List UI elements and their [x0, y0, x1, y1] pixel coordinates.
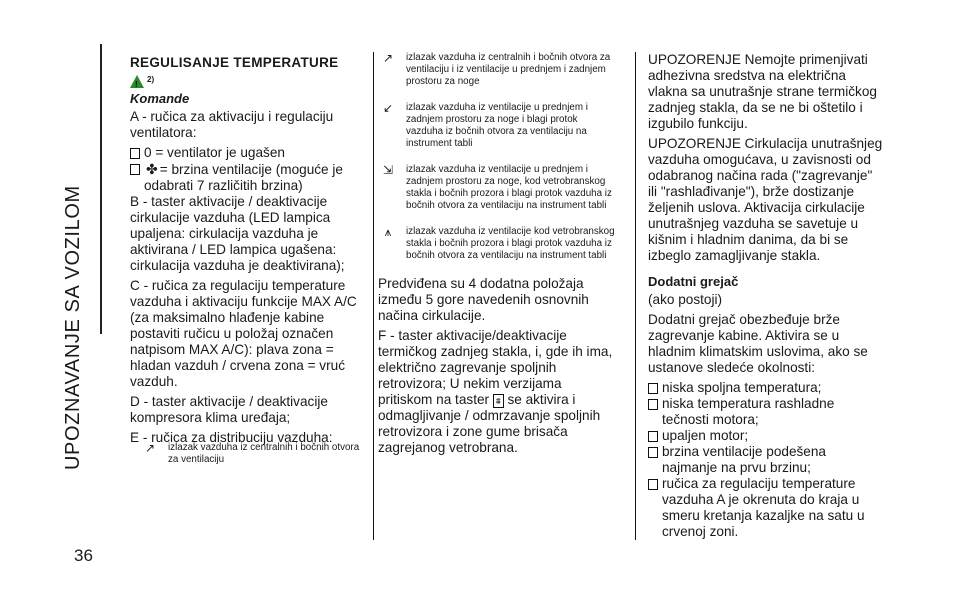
column-2: [378, 52, 616, 460]
bullet-box-icon: [648, 399, 658, 410]
vent-feet-windshield-icon: ⇲: [382, 163, 394, 177]
vent-mode-item: [378, 52, 616, 88]
rear-defrost-icon: ⩩: [493, 394, 504, 408]
warning-reference: [130, 75, 366, 88]
paragraph-f-part1: F - taster aktivacije/deaktivacije termičkog zadnjeg stakla, i, gde ih ima, električno zagrevanje spoljnih retrovizora; U nekim verzijama pritiskom na taster: [378, 328, 613, 407]
paragraph-a: A - ručica za aktivaciju i regulaciju ventilatora:: [130, 109, 334, 140]
list-item: [130, 161, 366, 194]
warning-adhesive: UPOZORENJE Nemojte primenjivati adhezivna sredstva na električna vlakna sa unutrašnje strane termičkog zadnjeg stakla, da se ne bi oštetilo i izgubilo funkciju.: [648, 52, 877, 131]
column-1: [130, 52, 366, 465]
warning-triangle-icon: [130, 75, 144, 88]
paragraph-e: E - ručica za distribuciju vazduha:: [130, 430, 333, 445]
bullet-box-icon: [648, 479, 658, 490]
bullet-box-icon: [648, 431, 658, 442]
list-item: [130, 145, 366, 161]
heater-intro: Dodatni grejač obezbeđuje brže zagrevanje kabine. Aktivira se u hladnim klimatskim uslovima, ako se ustanove sledeće okolnosti:: [648, 312, 868, 375]
fan-icon: ✤: [146, 161, 158, 177]
vent-mode-text: izlazak vazduha iz ventilacije u prednjem i zadnjem prostoru za noge, kod vetrobranskog stakla i bočnih prozora i blagi protok vazduha iz bočnih otvora za ventilaciju na instrument tabli: [406, 164, 612, 211]
paragraph-f: [378, 328, 616, 456]
list-item-text: ručica za regulaciju temperature vazduha A je okrenuta do kraja u smeru kretanja kazaljke na satu u crvenoj zoni.: [662, 476, 865, 539]
bullet-box-icon: [648, 447, 658, 458]
vent-mode-list: [378, 52, 616, 262]
list-item: [648, 428, 884, 444]
section-heading: REGULISANJE TEMPERATURE: [130, 55, 339, 70]
vent-mode-text: izlazak vazduha iz centralnih i bočnih otvora za ventilaciju i iz ventilacije u prednjem i zadnjem prostoru za noge: [406, 52, 611, 87]
list-item-text: 0 = ventilator je ugašen: [144, 145, 285, 160]
list-item: [648, 476, 884, 540]
column-3: [648, 52, 884, 540]
vent-mode-text: izlazak vazduha iz centralnih i bočnih otvora za ventilaciju: [168, 442, 360, 465]
column-divider: [373, 52, 374, 540]
list-item: [648, 396, 884, 428]
condition-list: [648, 380, 884, 540]
controls-subheading: Komande: [130, 91, 190, 106]
list-item-text: niska spoljna temperatura;: [662, 380, 822, 395]
paragraph-c: C - ručica za regulaciju temperature vazduha i aktivaciju funkcije MAX A/C (za maksimalno hlađenje kabine postaviti ručicu u položaj označen natpisom MAX A/C): plava zona = hladan vazduh / crvena zona = vruć vazduh.: [130, 278, 357, 389]
section-title-text: UPOZNAVANJE SA VOZILOM: [62, 185, 84, 470]
warning-recirculation: UPOZORENJE Cirkulacija unutrašnjeg vazduha omogućava, u zavisnosti od odabranog načina rada ("zagrevanje" ili "rashlađivanje"), brže dostizanje željenih uslova. Aktivacija cirkulacije unutrašnjeg vazduha se savetuje u kišnim i hladnim danima, da bi se izbeglo zamagljivanje stakla.: [648, 136, 883, 263]
column-divider: [635, 52, 636, 540]
bullet-box-icon: [130, 164, 140, 175]
vent-mode-text: izlazak vazduha iz ventilacije u prednjem i zadnjem prostoru za noge i blagi protok vazduha iz bočnih otvora za ventilaciju na instrument tabli: [406, 102, 588, 149]
list-item-text: niska temperatura rashladne tečnosti motora;: [662, 396, 835, 427]
vent-mode-item: [378, 226, 616, 262]
vent-windshield-icon: ⩚: [384, 225, 392, 239]
bullet-box-icon: [130, 148, 140, 159]
heater-subheading: Dodatni grejač: [648, 274, 739, 289]
vent-mode-text: izlazak vazduha iz ventilacije kod vetrobranskog stakla i bočnih prozora i blagi protok vazduha iz bočnih otvora za ventilaciju na instrument tabli: [406, 226, 615, 261]
paragraph-positions: Predviđena su 4 dodatna položaja između 5 gore navedenih osnovnih načina cirkulacije.: [378, 276, 589, 323]
warning-ref-number: 2): [147, 74, 155, 84]
list-item-text: brzina ventilacije podešena najmanje na prvu brzinu;: [662, 444, 826, 475]
list-item-text: = brzina ventilacije (moguće je odabrati 7 različitih brzina): [144, 162, 343, 193]
vent-face-feet-icon: ↗: [382, 51, 394, 65]
paragraph-d: D - taster aktivacije / deaktivacije kompresora klima uređaja;: [130, 394, 328, 425]
page-number: 36: [74, 546, 93, 565]
paragraph-f-part2: se aktivira i odmagljivanje / odmrzavanje spoljnih retrovizora i zone gume brisača zagrejanog vetrobrana.: [378, 392, 601, 455]
list-item: [648, 444, 884, 476]
list-item-text: upaljen motor;: [662, 428, 749, 443]
paragraph-b: B - taster aktivacije / deaktivacije cirkulacije vazduha (LED lampica upaljena: cirkulacija vazduha je aktivirana / LED lampica ugašena: cirkulacija vazduha je deaktivirana);: [130, 194, 345, 273]
bullet-box-icon: [648, 383, 658, 394]
vent-mode-item: [140, 442, 360, 466]
vent-mode-item: [378, 164, 616, 212]
optional-note: (ako postoji): [648, 292, 723, 307]
list-item: [648, 380, 884, 396]
side-rule: [100, 44, 102, 334]
vent-feet-icon: ↙: [382, 101, 394, 115]
vent-face-icon: ↗: [144, 441, 156, 455]
vent-mode-item: [378, 102, 616, 150]
